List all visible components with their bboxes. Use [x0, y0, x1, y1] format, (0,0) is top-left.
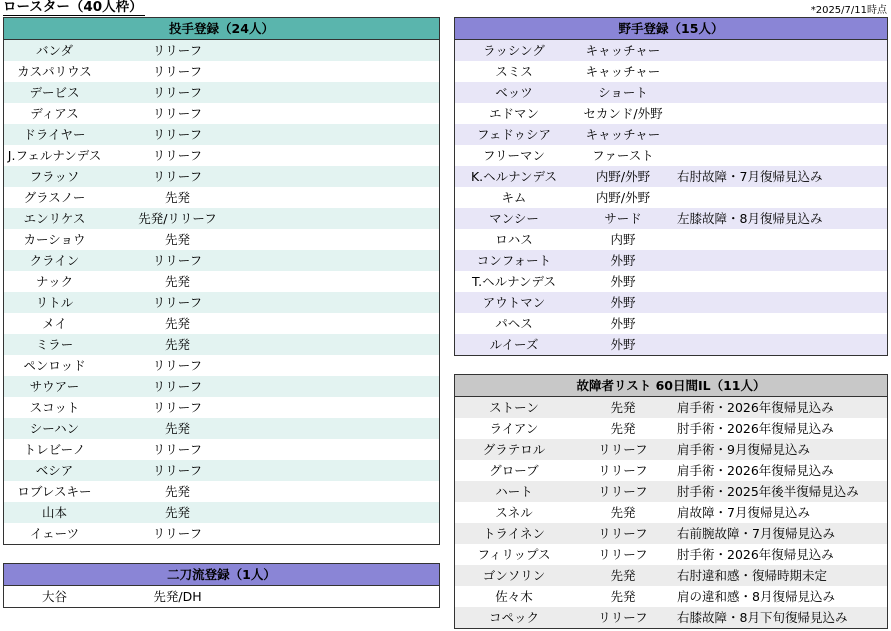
table-row: [455, 586, 887, 607]
status-note: [673, 250, 887, 271]
player-name: マンシー: [489, 211, 539, 226]
player-name: ミラー: [35, 337, 74, 352]
player-name: カスパリウス: [17, 64, 92, 79]
status-note: [673, 271, 887, 292]
table-row: [455, 439, 887, 460]
player-name: ロハス: [495, 232, 533, 247]
player-name: ゴンソリン: [482, 568, 546, 583]
table-row: [455, 187, 887, 208]
player-name: アウトマン: [482, 295, 546, 310]
status-note: 肩故障・7月復帰見込み: [677, 505, 810, 520]
table-row: [455, 292, 887, 313]
table-row: [455, 481, 887, 502]
player-name: フリーマン: [482, 148, 545, 163]
position: 先発: [610, 505, 636, 520]
status-note: [673, 292, 887, 313]
table-row: [455, 124, 887, 145]
table-row: [4, 229, 439, 250]
status-note: 肘手術・2026年復帰見込み: [677, 421, 834, 436]
table-row: [455, 523, 887, 544]
player-name: フラッソ: [29, 169, 80, 184]
position: 先発: [164, 232, 190, 247]
table-row: [455, 166, 887, 187]
position: 外野: [610, 295, 636, 310]
player-name: フィリップス: [477, 547, 551, 562]
pitchers-table: [3, 17, 440, 545]
player-name: エンリケス: [23, 211, 86, 226]
injured-list-table-header: 故障者リスト 60日間IL（11人）: [455, 375, 887, 397]
injured-list-table-body: [455, 397, 887, 628]
two-way-table-body: [4, 586, 439, 607]
position: リリーフ: [152, 526, 203, 541]
position: 先発/リリーフ: [138, 211, 217, 226]
status-note: [673, 82, 887, 103]
player-name: イェーツ: [29, 526, 80, 541]
table-row: [455, 229, 887, 250]
position: キャッチャー: [585, 43, 661, 58]
table-row: [455, 61, 887, 82]
table-row: [4, 61, 439, 82]
table-row: [455, 271, 887, 292]
table-row: [455, 208, 887, 229]
status-note: 右肘故障・7月復帰見込み: [677, 169, 823, 184]
position: ショート: [598, 85, 648, 100]
position: 内野/外野: [595, 190, 651, 205]
player-name: サウアー: [29, 379, 80, 394]
position: 外野: [610, 337, 636, 352]
pitchers-table-body: [4, 40, 439, 544]
table-row: [4, 355, 439, 376]
position: リリーフ: [152, 442, 203, 457]
table-row: [4, 439, 439, 460]
position: 内野/外野: [595, 169, 651, 184]
player-name: エドマン: [488, 106, 539, 121]
table-row: [455, 250, 887, 271]
table-row: [455, 145, 887, 166]
position: リリーフ: [598, 484, 648, 499]
position: 先発: [164, 337, 190, 352]
player-name: 佐々木: [495, 589, 533, 604]
status-note: [673, 124, 887, 145]
status-note: [673, 145, 887, 166]
player-name: ラッシング: [483, 43, 545, 58]
table-row: [4, 418, 439, 439]
table-row: [4, 586, 439, 607]
position: リリーフ: [598, 442, 648, 457]
player-name: J.フェルナンデス: [7, 148, 102, 163]
position: リリーフ: [152, 43, 203, 58]
player-name: ハート: [495, 484, 533, 499]
position: リリーフ: [152, 148, 203, 163]
position: 先発: [164, 421, 190, 436]
status-note: [673, 334, 887, 355]
player-name: ディアス: [30, 106, 79, 121]
two-way-table-header: 二刀流登録（1人）: [4, 564, 439, 586]
position: リリーフ: [152, 463, 203, 478]
player-name: ルイーズ: [489, 337, 539, 352]
table-row: [4, 271, 439, 292]
position: 内野: [610, 232, 636, 247]
table-row: [455, 502, 887, 523]
player-name: 山本: [41, 505, 67, 520]
position: リリーフ: [152, 64, 203, 79]
player-name: ペンロッド: [23, 358, 86, 373]
fielders-table: [454, 17, 888, 356]
table-row: [455, 418, 887, 439]
position: 先発: [610, 421, 636, 436]
position: 外野: [610, 316, 636, 331]
fielders-table-body: [455, 40, 887, 355]
table-row: [4, 292, 439, 313]
table-row: [4, 124, 439, 145]
status-note: 肩手術・2026年復帰見込み: [677, 400, 834, 415]
player-name: グローブ: [489, 463, 539, 478]
table-row: [4, 313, 439, 334]
table-row: [4, 502, 439, 523]
status-note: 肘手術・2025年後半復帰見込み: [677, 484, 859, 499]
player-name: コペック: [488, 610, 539, 625]
position: 先発/DH: [153, 589, 202, 604]
player-name: パヘス: [495, 316, 533, 331]
position: 先発: [164, 190, 190, 205]
position: リリーフ: [152, 169, 203, 184]
table-row: [455, 103, 887, 124]
player-name: スミス: [495, 64, 533, 79]
player-name: カーショウ: [23, 232, 86, 247]
status-note: 肩手術・9月復帰見込み: [677, 442, 810, 457]
position: リリーフ: [152, 400, 203, 415]
table-row: [455, 82, 887, 103]
player-name: コンフォート: [476, 253, 552, 268]
table-row: [4, 82, 439, 103]
table-row: [4, 334, 439, 355]
table-row: [4, 187, 439, 208]
status-note: 肘手術・2026年復帰見込み: [677, 547, 834, 562]
position: リリーフ: [152, 379, 203, 394]
position: 先発: [164, 505, 190, 520]
table-row: [4, 166, 439, 187]
player-name: リトル: [35, 295, 74, 310]
position: 先発: [610, 568, 636, 583]
status-note: 右肘違和感・復帰時期未定: [677, 568, 828, 583]
position: セカンド/外野: [583, 106, 663, 121]
player-name: グラスノー: [23, 190, 86, 205]
status-note: [673, 313, 887, 334]
status-note: 右前腕故障・7月復帰見込み: [677, 526, 835, 541]
position: キャッチャー: [585, 64, 661, 79]
table-row: [4, 460, 439, 481]
player-name: トレビーノ: [23, 442, 86, 457]
status-note: 肩の違和感・8月復帰見込み: [677, 589, 835, 604]
position: 先発: [164, 316, 190, 331]
position: 先発: [164, 484, 190, 499]
roster-title: ロースター（40人枠）: [3, 0, 143, 15]
table-row: [4, 397, 439, 418]
player-name: ライアン: [489, 421, 539, 436]
two-way-table: [3, 563, 440, 608]
table-row: [4, 250, 439, 271]
position: キャッチャー: [585, 127, 661, 142]
status-note: [673, 40, 887, 61]
position: 先発: [610, 400, 636, 415]
player-name: フェドゥシア: [476, 127, 552, 142]
status-note: 右膝故障・8月下旬復帰見込み: [677, 610, 848, 625]
pitchers-table-header: 投手登録（24人）: [4, 18, 439, 40]
status-note: [673, 103, 887, 124]
table-row: [455, 397, 887, 418]
injured-list-table: [454, 374, 888, 629]
status-note: 肩手術・2026年復帰見込み: [677, 463, 834, 478]
position: 先発: [164, 274, 190, 289]
table-row: [4, 145, 439, 166]
player-name: クライン: [29, 253, 80, 268]
position: リリーフ: [598, 526, 648, 541]
position: リリーフ: [152, 85, 203, 100]
position: リリーフ: [152, 127, 203, 142]
player-name: メイ: [42, 316, 67, 331]
position: 先発: [610, 589, 636, 604]
player-name: ベッツ: [495, 85, 533, 100]
status-note: [673, 61, 887, 82]
table-row: [455, 313, 887, 334]
position: リリーフ: [598, 610, 648, 625]
player-name: キム: [501, 190, 527, 205]
player-name: 大谷: [41, 589, 67, 604]
position: 外野: [610, 274, 636, 289]
status-note: 左膝故障・8月復帰見込み: [677, 211, 823, 226]
player-name: グラテロル: [482, 442, 546, 457]
position: リリーフ: [152, 253, 203, 268]
table-row: [4, 523, 439, 544]
position: サード: [604, 211, 642, 226]
table-row: [455, 334, 887, 355]
table-row: [455, 460, 887, 481]
player-name: バンダ: [35, 43, 73, 58]
player-name: ドライヤー: [23, 127, 86, 142]
player-name: ロブレスキー: [17, 484, 92, 499]
player-name: シーハン: [29, 421, 80, 436]
table-row: [455, 40, 887, 61]
table-row: [455, 544, 887, 565]
player-name: K.ヘルナンデス: [470, 169, 558, 184]
table-row: [4, 208, 439, 229]
table-row: [4, 40, 439, 61]
status-note: [673, 229, 887, 250]
player-name: トライネン: [482, 526, 545, 541]
player-name: スコット: [29, 400, 80, 415]
fielders-table-header: 野手登録（15人）: [455, 18, 887, 40]
table-row: [4, 376, 439, 397]
player-name: ベシア: [35, 463, 74, 478]
table-row: [455, 607, 887, 628]
table-row: [4, 103, 439, 124]
position: リリーフ: [152, 295, 203, 310]
player-name: デービス: [29, 85, 80, 100]
position: リリーフ: [152, 358, 203, 373]
player-name: ストーン: [489, 400, 539, 415]
player-name: ナック: [35, 274, 74, 289]
status-note: [673, 187, 887, 208]
player-name: スネル: [495, 505, 533, 520]
position: リリーフ: [152, 106, 203, 121]
table-row: [455, 565, 887, 586]
as-of-date: *2025/7/11時点: [810, 5, 887, 16]
position: リリーフ: [598, 547, 648, 562]
player-name: T.ヘルナンデス: [471, 274, 556, 289]
position: リリーフ: [598, 463, 648, 478]
position: ファースト: [592, 148, 654, 163]
table-row: [4, 481, 439, 502]
position: 外野: [610, 253, 636, 268]
